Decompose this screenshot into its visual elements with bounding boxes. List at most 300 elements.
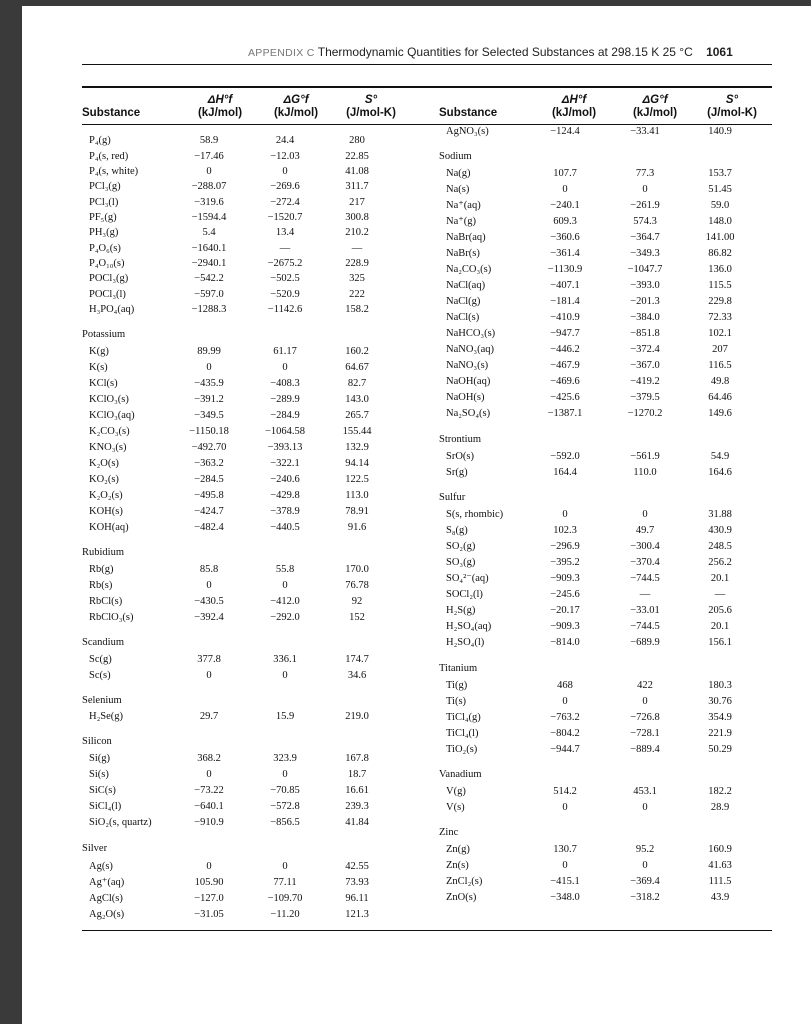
entropy-value-right: 64.46 [708, 392, 732, 403]
substance-name-left: RbClO₃(s) [89, 612, 134, 623]
delta-g-value-left: −12.03 [270, 151, 300, 162]
delta-g-value-right: −318.2 [630, 892, 660, 903]
substance-name-left: KOH(s) [89, 506, 123, 517]
delta-g-value-right: 0 [642, 696, 648, 707]
entropy-value-right: 59.0 [710, 200, 730, 211]
s-unit-right: (J/mol-K) [707, 107, 757, 119]
substance-name-right: NaBr(s) [446, 248, 480, 259]
delta-g-value-right: −744.5 [630, 621, 660, 632]
entropy-value-right: 54.9 [710, 451, 730, 462]
delta-g-value-right: −201.3 [630, 296, 660, 307]
entropy-value-left: 239.3 [345, 801, 369, 812]
substance-name-left: KCl(s) [89, 378, 118, 389]
delta-h-value-left: 0 [206, 769, 212, 780]
substance-name-left: KClO₃(s) [89, 394, 129, 405]
delta-g-value-left: 0 [282, 362, 288, 373]
substance-name-right: Na(g) [446, 168, 471, 179]
delta-h-value-right: −415.1 [550, 876, 580, 887]
delta-g-value-right: −889.4 [630, 744, 660, 755]
dh-unit-right: (kJ/mol) [551, 107, 597, 119]
entropy-value-left: 113.0 [345, 490, 369, 501]
delta-g-value-left: −378.9 [270, 506, 300, 517]
substance-name-left: RbCl(s) [89, 596, 123, 607]
delta-g-value-right: −372.4 [630, 344, 660, 355]
delta-h-value-right: −240.1 [550, 200, 580, 211]
substance-name-right: S(s, rhombic) [446, 509, 504, 520]
entropy-value-left: 228.9 [345, 258, 369, 269]
delta-g-value-right: −1047.7 [627, 264, 663, 275]
entropy-value-left: 34.6 [347, 670, 367, 681]
entropy-value-left: 122.5 [345, 474, 369, 485]
substance-name-left: PCl₃(l) [89, 197, 119, 208]
col-header-s-right [692, 94, 772, 120]
substance-name-left: H₃PO₄(aq) [89, 304, 135, 315]
entropy-value-right: 148.0 [708, 216, 732, 227]
entropy-value-right: 354.9 [708, 712, 732, 723]
substance-name-left: K₂O₂(s) [89, 490, 123, 501]
delta-h-value-right: −245.6 [550, 589, 580, 600]
entropy-value-right: 149.6 [708, 408, 732, 419]
delta-g-value-left: −289.9 [270, 394, 300, 405]
delta-g-value-left: −70.85 [270, 785, 300, 796]
substance-name-right: TiO₂(s) [446, 744, 478, 755]
entropy-value-left: 91.6 [347, 522, 367, 533]
entropy-value-left: 155.44 [342, 426, 372, 437]
entropy-value-right: 205.6 [708, 605, 732, 616]
substance-name-right: Na⁺(g) [446, 216, 477, 227]
substance-name-left: Ag⁺(aq) [89, 877, 125, 888]
col-header-substance-right: Substance [439, 107, 498, 119]
delta-g-value-left: −269.6 [270, 181, 300, 192]
delta-g-value-right: 574.3 [633, 216, 657, 227]
delta-h-value-left: −1288.3 [191, 304, 227, 315]
delta-h-value-right: 0 [562, 696, 568, 707]
delta-g-value-left: −412.0 [270, 596, 300, 607]
entropy-value-right: 140.9 [708, 126, 732, 137]
appendix-label: APPENDIX C [248, 47, 315, 59]
substance-name-right: SrO(s) [446, 451, 474, 462]
substance-name-right: SO₄²⁻(aq) [446, 573, 489, 584]
delta-g-value-left: 323.9 [273, 753, 297, 764]
entropy-value-right: 156.1 [708, 637, 732, 648]
entropy-value-left: 167.8 [345, 753, 369, 764]
delta-g-value-left: 77.11 [273, 877, 297, 888]
delta-h-value-right: −395.2 [550, 557, 580, 568]
delta-g-value-right: −300.4 [630, 541, 660, 552]
delta-h-value-right: −361.4 [550, 248, 580, 259]
delta-h-value-right: 468 [557, 680, 573, 691]
substance-name-right: AgNO₃(s) [446, 126, 489, 137]
substance-name-left: Rb(g) [89, 564, 114, 575]
entropy-value-right: 182.2 [708, 786, 732, 797]
delta-h-value-left: −424.7 [194, 506, 224, 517]
delta-h-value-left: −127.0 [194, 893, 224, 904]
substance-name-left: PH₃(g) [89, 227, 119, 238]
substance-name-left: SiC(s) [89, 785, 116, 796]
delta-g-value-left: 55.8 [275, 564, 295, 575]
entropy-value-right: 136.0 [708, 264, 732, 275]
delta-h-value-right: 102.3 [553, 525, 577, 536]
substance-name-right: SOCl₂(l) [446, 589, 483, 600]
delta-g-value-right: 453.1 [633, 786, 657, 797]
dg-unit-right: (kJ/mol) [632, 107, 678, 119]
delta-h-value-left: −430.5 [194, 596, 224, 607]
window-left-bar [0, 0, 22, 1024]
entropy-value-left: 222 [349, 289, 365, 300]
delta-h-value-left: 29.7 [199, 711, 219, 722]
substance-name-left: P₄O₆(s) [89, 243, 121, 254]
delta-h-value-left: −17.46 [194, 151, 224, 162]
delta-g-value-right: −379.5 [630, 392, 660, 403]
delta-h-value-right: −20.17 [550, 605, 580, 616]
delta-h-value-right: 107.7 [553, 168, 577, 179]
substance-name-left: Sc(s) [89, 670, 111, 681]
delta-h-value-right: 0 [562, 184, 568, 195]
delta-g-value-left: −520.9 [270, 289, 300, 300]
delta-g-value-right: 77.3 [635, 168, 655, 179]
entropy-value-left: 82.7 [347, 378, 367, 389]
col-header-dg-right [615, 94, 695, 120]
delta-g-value-left: 24.4 [275, 135, 295, 146]
substance-name-right: S₈(g) [446, 525, 468, 536]
substance-name-right: SO₂(g) [446, 541, 476, 552]
delta-g-value-left: 0 [282, 580, 288, 591]
dh-symbol-left: ΔH°f [207, 94, 233, 106]
delta-g-value-left: 0 [282, 861, 288, 872]
entropy-value-left: 121.3 [345, 909, 369, 920]
delta-h-value-left: −319.6 [194, 197, 224, 208]
dg-unit-left: (kJ/mol) [273, 107, 319, 119]
substance-name-right: Na₂SO₄(s) [446, 408, 491, 419]
substance-name-left: K(s) [89, 362, 108, 373]
dg-symbol-left: ΔG°f [283, 94, 309, 106]
entropy-value-left: 78.91 [345, 506, 369, 517]
delta-g-value-right: −384.0 [630, 312, 660, 323]
s-symbol-right: S° [725, 94, 739, 106]
substance-name-left: Si(g) [89, 753, 110, 764]
delta-g-value-left: — [279, 243, 291, 254]
substance-name-left: K₂O(s) [89, 458, 119, 469]
delta-g-value-right: 0 [642, 184, 648, 195]
entropy-value-left: 217 [349, 197, 365, 208]
section-heading-left: Silver [82, 843, 108, 854]
entropy-value-right: — [714, 589, 726, 600]
substance-name-left: POCl₃(l) [89, 289, 126, 300]
section-heading-left: Rubidium [82, 547, 125, 558]
delta-g-value-left: −429.8 [270, 490, 300, 501]
entropy-value-left: 158.2 [345, 304, 369, 315]
delta-h-value-right: −1130.9 [547, 264, 583, 275]
delta-g-value-right: −261.9 [630, 200, 660, 211]
substance-name-right: TiCl₄(l) [446, 728, 479, 739]
page-number: 1061 [706, 45, 733, 59]
dg-symbol-right: ΔG°f [642, 94, 668, 106]
delta-h-value-right: −425.6 [550, 392, 580, 403]
substance-name-left: H₂Se(g) [89, 711, 123, 722]
delta-h-value-right: −410.9 [550, 312, 580, 323]
delta-g-value-left: 0 [282, 670, 288, 681]
delta-h-value-right: 0 [562, 860, 568, 871]
entropy-value-right: 221.9 [708, 728, 732, 739]
delta-g-value-right: −851.8 [630, 328, 660, 339]
substance-name-right: ZnO(s) [446, 892, 477, 903]
delta-h-value-right: 609.3 [553, 216, 577, 227]
delta-g-value-right: 95.2 [635, 844, 655, 855]
dh-symbol-right: ΔH°f [561, 94, 587, 106]
delta-g-value-right: −367.0 [630, 360, 660, 371]
entropy-value-left: 219.0 [345, 711, 369, 722]
section-heading-right: Zinc [439, 827, 459, 838]
substance-name-left: K(g) [89, 346, 109, 357]
entropy-value-right: 41.63 [708, 860, 732, 871]
delta-h-value-left: −495.8 [194, 490, 224, 501]
delta-h-value-right: −944.7 [550, 744, 580, 755]
substance-name-left: KClO₃(aq) [89, 410, 135, 421]
substance-name-right: Na⁺(aq) [446, 200, 481, 211]
delta-h-value-right: −446.2 [550, 344, 580, 355]
entropy-value-left: 16.61 [345, 785, 369, 796]
delta-g-value-right: −419.2 [630, 376, 660, 387]
substance-name-right: NaOH(s) [446, 392, 485, 403]
substance-name-left: KNO₃(s) [89, 442, 127, 453]
delta-h-value-left: −597.0 [194, 289, 224, 300]
delta-h-value-right: −360.6 [550, 232, 580, 243]
delta-g-value-left: −109.70 [267, 893, 303, 904]
entropy-value-right: 28.9 [710, 802, 730, 813]
delta-g-value-left: 0 [282, 769, 288, 780]
delta-h-value-right: 0 [562, 509, 568, 520]
col-header-substance-left: Substance [82, 107, 141, 119]
delta-h-value-left: −284.5 [194, 474, 224, 485]
delta-g-value-left: −408.3 [270, 378, 300, 389]
delta-h-value-left: −73.22 [194, 785, 224, 796]
substance-name-left: POCl₃(g) [89, 273, 129, 284]
entropy-value-left: 94.14 [345, 458, 369, 469]
delta-h-value-left: 5.4 [202, 227, 216, 238]
delta-h-value-left: −363.2 [194, 458, 224, 469]
delta-h-value-left: 0 [206, 362, 212, 373]
delta-h-value-right: −814.0 [550, 637, 580, 648]
entropy-value-right: 43.9 [710, 892, 730, 903]
entropy-value-right: 72.33 [708, 312, 732, 323]
entropy-value-left: 22.85 [345, 151, 369, 162]
delta-h-value-left: −392.4 [194, 612, 224, 623]
substance-name-right: NaHCO₃(s) [446, 328, 496, 339]
substance-name-left: Ag(s) [89, 861, 113, 872]
substance-name-left: Rb(s) [89, 580, 113, 591]
entropy-value-left: 64.67 [345, 362, 369, 373]
delta-h-value-right: −592.0 [550, 451, 580, 462]
delta-g-value-left: −1064.58 [264, 426, 306, 437]
entropy-value-left: 280 [349, 135, 365, 146]
entropy-value-left: 311.7 [345, 181, 369, 192]
delta-h-value-right: −469.6 [550, 376, 580, 387]
entropy-value-right: 141.00 [705, 232, 735, 243]
delta-g-value-left: −292.0 [270, 612, 300, 623]
delta-g-value-left: −1142.6 [267, 304, 303, 315]
entropy-value-left: 210.2 [345, 227, 369, 238]
entropy-value-right: 207 [712, 344, 728, 355]
entropy-value-left: — [351, 243, 363, 254]
delta-g-value-right: −33.01 [630, 605, 660, 616]
delta-g-value-right: −370.4 [630, 557, 660, 568]
delta-g-value-left: 61.17 [273, 346, 297, 357]
delta-h-value-right: −1387.1 [547, 408, 583, 419]
entropy-value-left: 73.93 [345, 877, 369, 888]
delta-g-value-left: −856.5 [270, 817, 300, 828]
running-header [248, 45, 788, 59]
delta-g-value-right: 49.7 [635, 525, 655, 536]
substance-name-right: NaNO₃(s) [446, 360, 489, 371]
delta-h-value-left: 0 [206, 670, 212, 681]
entropy-value-left: 160.2 [345, 346, 369, 357]
delta-h-value-left: −435.9 [194, 378, 224, 389]
entropy-value-right: 31.88 [708, 509, 732, 520]
entropy-value-right: 49.8 [710, 376, 730, 387]
table-top-rule [82, 86, 772, 88]
delta-g-value-left: 13.4 [275, 227, 295, 238]
entropy-value-right: 50.29 [708, 744, 732, 755]
delta-h-value-left: 105.90 [194, 877, 224, 888]
delta-g-value-right: 0 [642, 860, 648, 871]
entropy-value-right: 116.5 [708, 360, 732, 371]
entropy-value-left: 92 [351, 596, 363, 607]
substance-name-right: ZnCl₂(s) [446, 876, 483, 887]
substance-name-left: PF₅(g) [89, 212, 117, 223]
delta-h-value-right: −909.3 [550, 621, 580, 632]
substance-name-right: Ti(g) [446, 680, 468, 691]
substance-name-left: P₄(s, white) [89, 166, 139, 177]
delta-h-value-right: −407.1 [550, 280, 580, 291]
delta-h-value-left: 85.8 [199, 564, 219, 575]
substance-name-left: Sc(g) [89, 654, 112, 665]
substance-name-left: Ag₂O(s) [89, 909, 125, 920]
delta-h-value-right: −947.7 [550, 328, 580, 339]
s-symbol-left: S° [364, 94, 378, 106]
substance-name-right: Na(s) [446, 184, 470, 195]
delta-h-value-right: −348.0 [550, 892, 580, 903]
entropy-value-left: 170.0 [345, 564, 369, 575]
delta-h-value-right: −804.2 [550, 728, 580, 739]
col-header-dh-left [180, 94, 260, 120]
delta-h-value-left: −2940.1 [191, 258, 227, 269]
substance-name-right: V(g) [446, 786, 466, 797]
entropy-value-right: 229.8 [708, 296, 732, 307]
delta-h-value-left: −391.2 [194, 394, 224, 405]
entropy-value-right: 102.1 [708, 328, 732, 339]
delta-g-value-left: −11.20 [270, 909, 300, 920]
substance-name-right: NaBr(aq) [446, 232, 486, 243]
delta-h-value-right: 514.2 [553, 786, 577, 797]
delta-g-value-right: −393.0 [630, 280, 660, 291]
delta-g-value-right: −349.3 [630, 248, 660, 259]
entropy-value-right: 180.3 [708, 680, 732, 691]
entropy-value-left: 265.7 [345, 410, 369, 421]
delta-g-value-left: −572.8 [270, 801, 300, 812]
delta-g-value-right: −744.5 [630, 573, 660, 584]
substance-name-left: AgCl(s) [89, 893, 123, 904]
delta-g-value-left: −502.5 [270, 273, 300, 284]
entropy-value-left: 41.84 [345, 817, 369, 828]
delta-h-value-left: −349.5 [194, 410, 224, 421]
delta-h-value-left: −640.1 [194, 801, 224, 812]
delta-g-value-left: −322.1 [270, 458, 300, 469]
substance-name-left: KOH(aq) [89, 522, 129, 533]
substance-name-left: SiO₂(s, quartz) [89, 817, 152, 828]
substance-name-right: NaCl(g) [446, 296, 481, 307]
delta-h-value-left: 0 [206, 580, 212, 591]
entropy-value-right: 30.76 [708, 696, 732, 707]
entropy-value-right: 256.2 [708, 557, 732, 568]
entropy-value-left: 42.55 [345, 861, 369, 872]
delta-g-value-left: −240.6 [270, 474, 300, 485]
substance-name-right: NaCl(s) [446, 312, 480, 323]
entropy-value-left: 325 [349, 273, 365, 284]
delta-g-value-right: −728.1 [630, 728, 660, 739]
entropy-value-right: 20.1 [710, 573, 730, 584]
delta-g-value-right: −689.9 [630, 637, 660, 648]
substance-name-right: NaOH(aq) [446, 376, 491, 387]
delta-h-value-right: −763.2 [550, 712, 580, 723]
dh-unit-left: (kJ/mol) [197, 107, 243, 119]
substance-name-left: P₄O₁₀(s) [89, 258, 125, 269]
substance-name-left: SiCl₄(l) [89, 801, 122, 812]
entropy-value-left: 300.8 [345, 212, 369, 223]
delta-h-value-right: −296.9 [550, 541, 580, 552]
delta-g-value-right: — [639, 589, 651, 600]
substance-name-left: P₄(g) [89, 135, 111, 146]
entropy-value-left: 41.08 [345, 166, 369, 177]
delta-g-value-left: 336.1 [273, 654, 297, 665]
entropy-value-left: 143.0 [345, 394, 369, 405]
delta-h-value-left: −1150.18 [189, 426, 229, 437]
entropy-value-right: 86.82 [708, 248, 732, 259]
delta-h-value-left: 89.99 [197, 346, 221, 357]
delta-g-value-right: −561.9 [630, 451, 660, 462]
entropy-value-right: 20.1 [710, 621, 730, 632]
substance-name-right: NaNO₃(aq) [446, 344, 494, 355]
delta-h-value-right: 164.4 [553, 467, 577, 478]
delta-g-value-left: 0 [282, 166, 288, 177]
entropy-value-left: 132.9 [345, 442, 369, 453]
substance-name-right: H₂SO₄(l) [446, 637, 485, 648]
entropy-value-right: 430.9 [708, 525, 732, 536]
entropy-value-left: 152 [349, 612, 365, 623]
delta-h-value-left: −542.2 [194, 273, 224, 284]
section-heading-right: Strontium [439, 434, 482, 445]
delta-h-value-right: −467.9 [550, 360, 580, 371]
substance-name-right: NaCl(aq) [446, 280, 486, 291]
delta-h-value-left: 0 [206, 861, 212, 872]
delta-g-value-left: −2675.2 [267, 258, 303, 269]
s-unit-left: (J/mol-K) [346, 107, 396, 119]
delta-h-value-left: 368.2 [197, 753, 221, 764]
entropy-value-left: 18.7 [347, 769, 367, 780]
delta-h-value-left: −1594.4 [191, 212, 227, 223]
delta-g-value-right: −33.41 [630, 126, 660, 137]
delta-g-value-right: 422 [637, 680, 653, 691]
entropy-value-left: 76.78 [345, 580, 369, 591]
header-title: Thermodynamic Quantities for Selected Substances at 298.15 K 25 °C [317, 45, 693, 59]
delta-g-value-right: −726.8 [630, 712, 660, 723]
section-heading-left: Scandium [82, 637, 124, 648]
section-heading-left: Potassium [82, 329, 126, 340]
substance-name-right: SO₃(g) [446, 557, 476, 568]
substance-name-left: PCl₃(g) [89, 181, 121, 192]
delta-h-value-right: −181.4 [550, 296, 580, 307]
substance-name-left: Si(s) [89, 769, 109, 780]
col-header-dg-left [256, 94, 336, 120]
